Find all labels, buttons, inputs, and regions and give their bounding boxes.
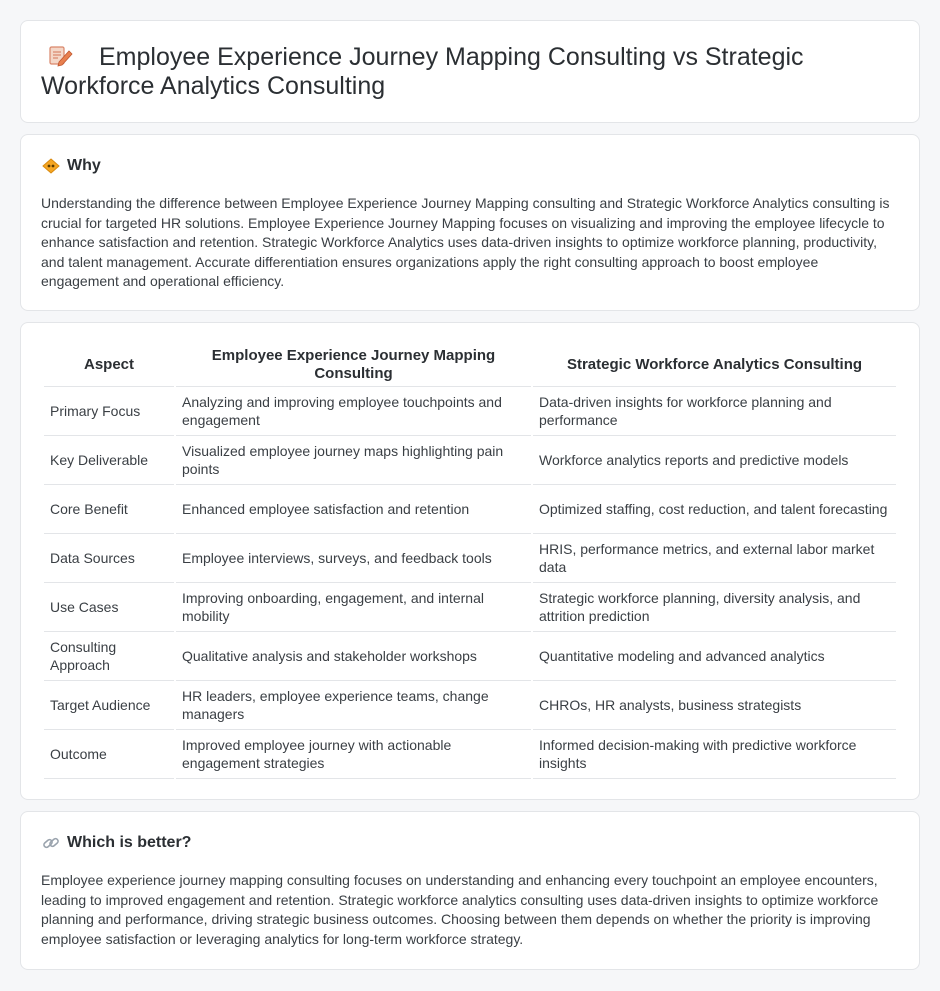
header-journey-mapping: Employee Experience Journey Mapping Consulting	[176, 343, 531, 387]
better-heading: Which is better?	[41, 834, 899, 852]
header-workforce-analytics: Strategic Workforce Analytics Consulting	[533, 343, 896, 387]
title-card	[20, 20, 920, 123]
table-row	[44, 387, 896, 436]
row-analytics-value: Informed decision-making with predictive workforce insights	[533, 730, 896, 779]
row-aspect: Target Audience	[44, 681, 174, 730]
which-is-better-section	[20, 811, 920, 970]
comparison-table	[42, 343, 898, 779]
row-journey-value: Improved employee journey with actionable engagement strategies	[176, 730, 531, 779]
warning-sign-icon	[41, 157, 61, 175]
row-journey-value: HR leaders, employee experience teams, change managers	[176, 681, 531, 730]
why-heading: Why	[41, 157, 899, 175]
table-row	[44, 681, 896, 730]
table-row	[44, 534, 896, 583]
row-journey-value: Visualized employee journey maps highlighting pain points	[176, 436, 531, 485]
row-analytics-value: Workforce analytics reports and predictive models	[533, 436, 896, 485]
page-title: Employee Experience Journey Mapping Consulting vs Strategic Workforce Analytics Consulting	[41, 43, 804, 100]
row-analytics-value: Optimized staffing, cost reduction, and talent forecasting	[533, 485, 896, 534]
row-aspect: Data Sources	[44, 534, 174, 583]
row-aspect: Outcome	[44, 730, 174, 779]
row-journey-value: Employee interviews, surveys, and feedback tools	[176, 534, 531, 583]
row-journey-value: Enhanced employee satisfaction and retention	[176, 485, 531, 534]
row-analytics-value: CHROs, HR analysts, business strategists	[533, 681, 896, 730]
row-aspect: Primary Focus	[44, 387, 174, 436]
comparison-card	[20, 322, 920, 800]
row-analytics-value: Quantitative modeling and advanced analytics	[533, 632, 896, 681]
why-text: Understanding the difference between Employee Experience Journey Mapping consulting and Strategic Workforce Analytics consulting is crucial for targeted HR solutions. Employee Experience Journey Mapping focuses on visualizing and improving the employee lifecycle to enhance satisfaction and retention. Strategic Workforce Analytics uses data-driven insights to optimize workforce planning, productivity, and talent management. Accurate differentiation ensures organizations apply the right consulting approach to boost employee engagement and operational efficiency.	[41, 195, 890, 290]
row-journey-value: Qualitative analysis and stakeholder workshops	[176, 632, 531, 681]
table-row	[44, 730, 896, 779]
row-aspect: Key Deliverable	[44, 436, 174, 485]
table-row	[44, 485, 896, 534]
table-header-row	[44, 343, 896, 387]
table-row	[44, 632, 896, 681]
table-row	[44, 583, 896, 632]
why-section	[20, 134, 920, 311]
row-aspect: Use Cases	[44, 583, 174, 632]
memo-icon	[47, 45, 77, 67]
row-journey-value: Improving onboarding, engagement, and internal mobility	[176, 583, 531, 632]
better-text: Employee experience journey mapping consulting focuses on understanding and enhancing every touchpoint an employee encounters, leading to improved engagement and retention. Strategic workforce analytics consulting uses data-driven insights to optimize workforce planning and performance, driving strategic business outcomes. Choosing between them depends on whether the priority is improving employee satisfaction or leveraging analytics for long-term workforce strategy.	[41, 872, 879, 947]
row-journey-value: Analyzing and improving employee touchpoints and engagement	[176, 387, 531, 436]
link-icon	[41, 834, 61, 852]
row-analytics-value: HRIS, performance metrics, and external labor market data	[533, 534, 896, 583]
header-aspect: Aspect	[44, 343, 174, 387]
row-aspect: Consulting Approach	[44, 632, 174, 681]
row-analytics-value: Strategic workforce planning, diversity analysis, and attrition prediction	[533, 583, 896, 632]
table-row	[44, 436, 896, 485]
row-analytics-value: Data-driven insights for workforce planning and performance	[533, 387, 896, 436]
row-aspect: Core Benefit	[44, 485, 174, 534]
